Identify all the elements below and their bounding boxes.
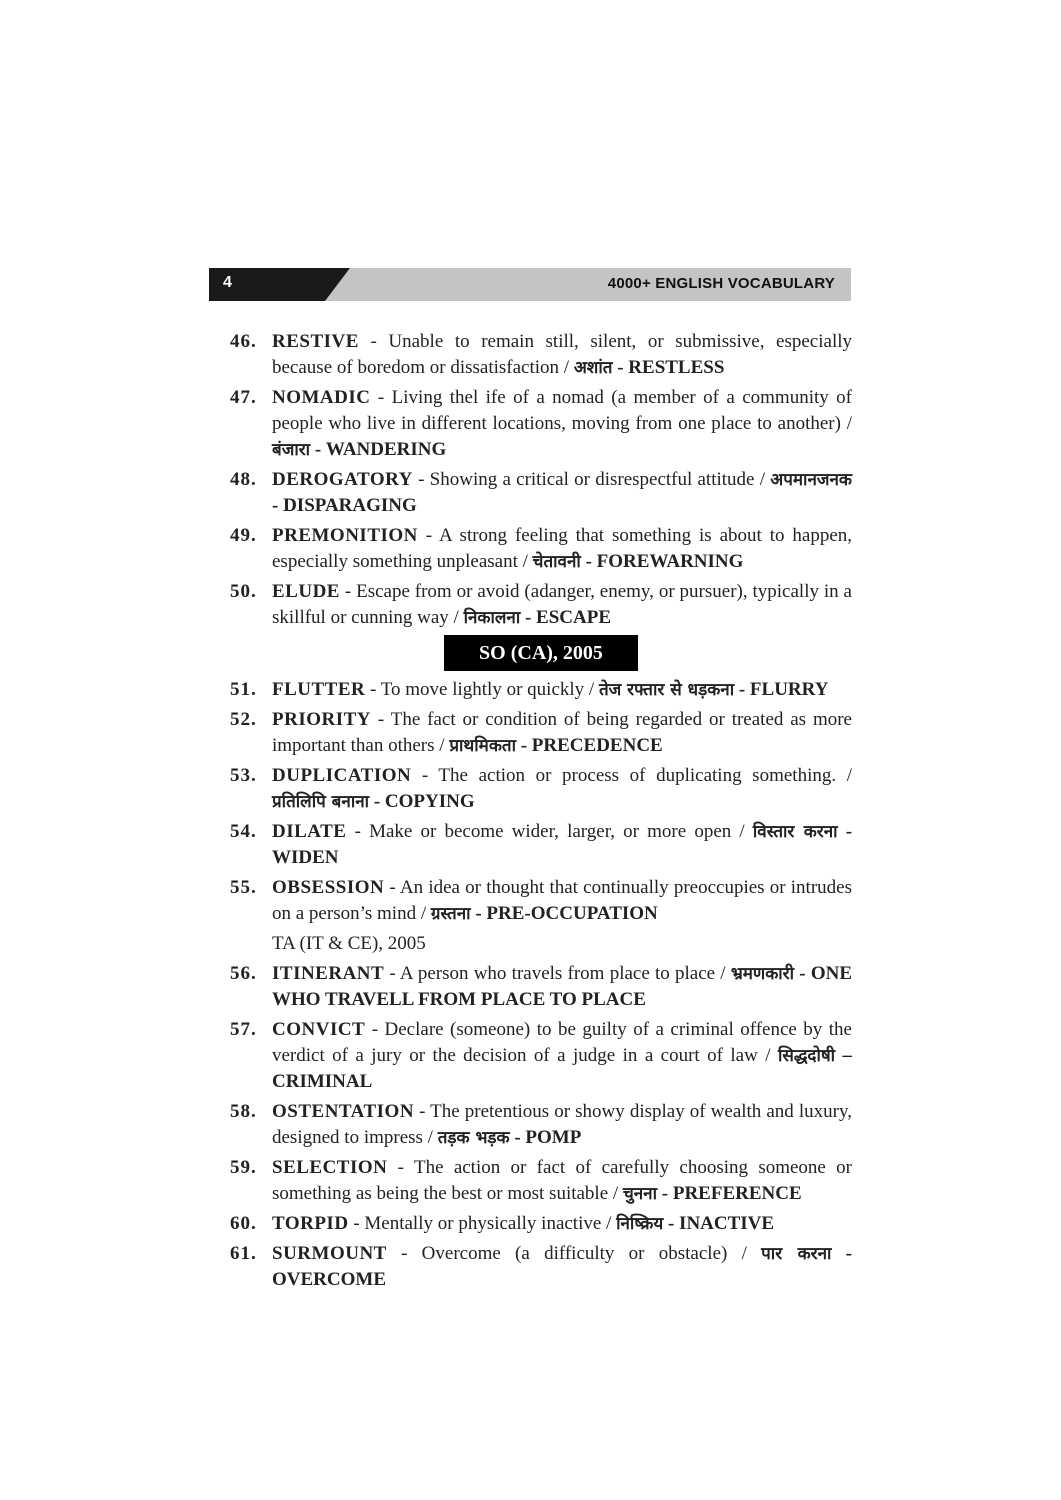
list-item: 49. PREMONITION - A strong feeling that something is about to happen, especially something unpleasant / चेतावनी - FOREWARNING — [230, 525, 852, 572]
entry-synonym: - COPYING — [369, 791, 475, 812]
entry-synonym: - OVERCOME — [272, 1243, 853, 1290]
entry-hindi: अशांत — [573, 358, 613, 378]
list-item: 58. OSTENTATION - The pretentious or showy display of wealth and luxury, designed to impress / तड़क भड़क - POMP — [230, 1101, 852, 1148]
entry-word: OSTENTATION — [272, 1101, 415, 1122]
entry-hindi: चुनना — [622, 1184, 658, 1204]
list-item: 54. DILATE - Make or become wider, larger, or more open / विस्तार करना - WIDEN — [230, 821, 853, 868]
entry-word: DEROGATORY — [272, 469, 413, 490]
entry-hindi: निकालना — [463, 608, 521, 628]
list-item: 56. ITINERANT - A person who travels from place to place / भ्रमणकारी - ONE WHO TRAVELL FROM PLACE TO PLACE — [230, 963, 852, 1010]
list-item: 60. TORPID - Mentally or physically inactive / निष्क्रिय - INACTIVE — [230, 1213, 775, 1234]
entry-word: NOMADIC — [272, 387, 371, 408]
list-item: 53. DUPLICATION - The action or process of duplicating something. / प्रतिलिपि बनाना - COPYING — [230, 765, 852, 812]
entry-synonym: - INACTIVE — [663, 1213, 775, 1234]
entry-synonym: - FOREWARNING — [580, 551, 744, 572]
entry-definition: - A strong feeling that something is about to happen, especially something unpleasant / — [272, 525, 852, 572]
entry-hindi: सिद्धदोषी — [777, 1046, 836, 1066]
entry-word: CONVICT — [272, 1019, 366, 1040]
entry-word: SELECTION — [272, 1157, 388, 1178]
entry-word: RESTIVE — [272, 331, 359, 352]
entry-word: DUPLICATION — [272, 765, 412, 786]
entry-hindi: प्राथमिकता — [449, 736, 516, 756]
section-title: SO (CA), 2005 — [444, 635, 638, 671]
entry-definition: - To move lightly or quickly / — [365, 679, 599, 700]
entry-hindi: अपमानजनक — [770, 470, 852, 490]
entry-hindi: प्रतिलिपि बनाना — [272, 792, 370, 812]
entry-synonym: - RESTLESS — [612, 357, 725, 378]
entry-hindi: चेतावनी — [532, 552, 581, 572]
entry-hindi: तेज रफ्तार से धड़कना — [598, 680, 735, 700]
entry-hindi: तड़क भड़क — [437, 1128, 510, 1148]
entry-hindi: ग्रस्तना — [430, 904, 471, 924]
entry-word: OBSESSION — [272, 877, 385, 898]
list-item: 48. DEROGATORY - Showing a critical or disrespectful attitude / अपमानजनक - DISPARAGING — [230, 469, 852, 516]
entry-hindi: बंजारा — [272, 440, 311, 460]
entry-definition: - The action or process of duplicating something. / — [411, 765, 852, 786]
entry-word: TORPID — [272, 1213, 349, 1234]
entry-synonym: - PREFERENCE — [657, 1183, 802, 1204]
entry-synonym: - POMP — [509, 1127, 582, 1148]
entry-definition: - The pretentious or showy display of wealth and luxury, designed to impress / — [272, 1101, 852, 1148]
list-item: 59. SELECTION - The action or fact of carefully choosing someone or something as being the best or most suitable / चुनना - PREFERENCE — [230, 1157, 852, 1204]
entry-synonym: - PRECEDENCE — [515, 735, 663, 756]
section-heading — [230, 635, 852, 671]
entry-definition: - Showing a critical or disrespectful attitude / — [412, 469, 771, 490]
entry-synonym: - DISPARAGING — [272, 495, 417, 516]
list-item: 51. FLUTTER - To move lightly or quickly / तेज रफ्तार से धड़कना - FLURRY — [230, 679, 829, 700]
entry-synonym: - ONE WHO TRAVELL FROM PLACE TO PLACE — [272, 963, 852, 1010]
entry-synonym: - WANDERING — [310, 439, 447, 460]
entry-definition: - Living thel ife of a nomad (a member of a community of people who live in different locations, moving from one place to another) / — [272, 387, 852, 434]
list-item: 46. RESTIVE - Unable to remain still, silent, or submissive, especially because of boredom or dissatisfaction / अशांत - RESTLESS — [230, 331, 852, 378]
list-item: 52. PRIORITY - The fact or condition of being regarded or treated as more important than others / प्राथमिकता - PRECEDENCE — [230, 709, 852, 756]
list-item: 57. CONVICT - Declare (someone) to be guilty of a criminal offence by the verdict of a jury or the decision of a judge in a court of law / सिद्धदोषी – CRIMINAL — [230, 1019, 852, 1092]
entry-word: ELUDE — [272, 581, 340, 602]
list-item: 55. OBSESSION - An idea or thought that continually preoccupies or intrudes on a person’s mind / ग्रस्तना - PRE-OCCUPATION — [230, 877, 852, 924]
vocabulary-list — [230, 329, 852, 1297]
entry-definition: - The action or fact of carefully choosing someone or something as being the best or most suitable / — [272, 1157, 852, 1204]
entry-definition: - Unable to remain still, silent, or submissive, especially because of boredom or dissatisfaction / — [272, 331, 852, 378]
entry-definition: - Escape from or avoid (adanger, enemy, or pursuer), typically in a skillful or cunning way / — [272, 581, 852, 628]
entry-definition: - Make or become wider, larger, or more open / — [346, 821, 753, 842]
entry-word: FLUTTER — [272, 679, 366, 700]
entry-word: DILATE — [272, 821, 347, 842]
entry-word: PREMONITION — [272, 525, 418, 546]
entry-hindi: पार करना — [761, 1244, 832, 1264]
list-item: 61. SURMOUNT - Overcome (a difficulty or obstacle) / पार करना - OVERCOME — [230, 1243, 853, 1290]
entry-definition: - The fact or condition of being regarded or treated as more important than others / — [272, 709, 852, 756]
entry-definition: - A person who travels from place to place / — [384, 963, 731, 984]
entry-synonym: - FLURRY — [734, 679, 829, 700]
list-item: 47. NOMADIC - Living thel ife of a nomad (a member of a community of people who live in different locations, moving from one place to another) / बंजारा - WANDERING — [230, 387, 852, 460]
entry-hindi: विस्तार करना — [752, 822, 838, 842]
entry-definition: - Declare (someone) to be guilty of a criminal offence by the verdict of a jury or the decision of a judge in a court of law / — [272, 1019, 852, 1066]
entry-definition: - An idea or thought that continually preoccupies or intrudes on a person’s mind / — [272, 877, 852, 924]
entry-definition: - Overcome (a difficulty or obstacle) / — [386, 1243, 762, 1264]
book-title: 4000+ ENGLISH VOCABULARY — [607, 275, 835, 292]
entry-synonym: – CRIMINAL — [272, 1045, 852, 1092]
entry-word: ITINERANT — [272, 963, 385, 984]
entry-word: SURMOUNT — [272, 1243, 387, 1264]
page-number: 4 — [223, 274, 232, 291]
page-header — [209, 268, 851, 301]
list-item: 50. ELUDE - Escape from or avoid (adanger, enemy, or pursuer), typically in a skillful or cunning way / निकालना - ESCAPE — [230, 581, 852, 628]
entry-word: PRIORITY — [272, 709, 372, 730]
entry-hindi: निष्क्रिय — [616, 1214, 664, 1234]
entry-synonym: - PRE-OCCUPATION — [470, 903, 658, 924]
exam-note: TA (IT & CE), 2005 — [272, 933, 426, 954]
entry-hindi: भ्रमणकारी — [730, 964, 795, 984]
entry-synonym: - WIDEN — [272, 821, 853, 868]
entry-definition: - Mentally or physically inactive / — [348, 1213, 617, 1234]
entry-synonym: - ESCAPE — [520, 607, 612, 628]
